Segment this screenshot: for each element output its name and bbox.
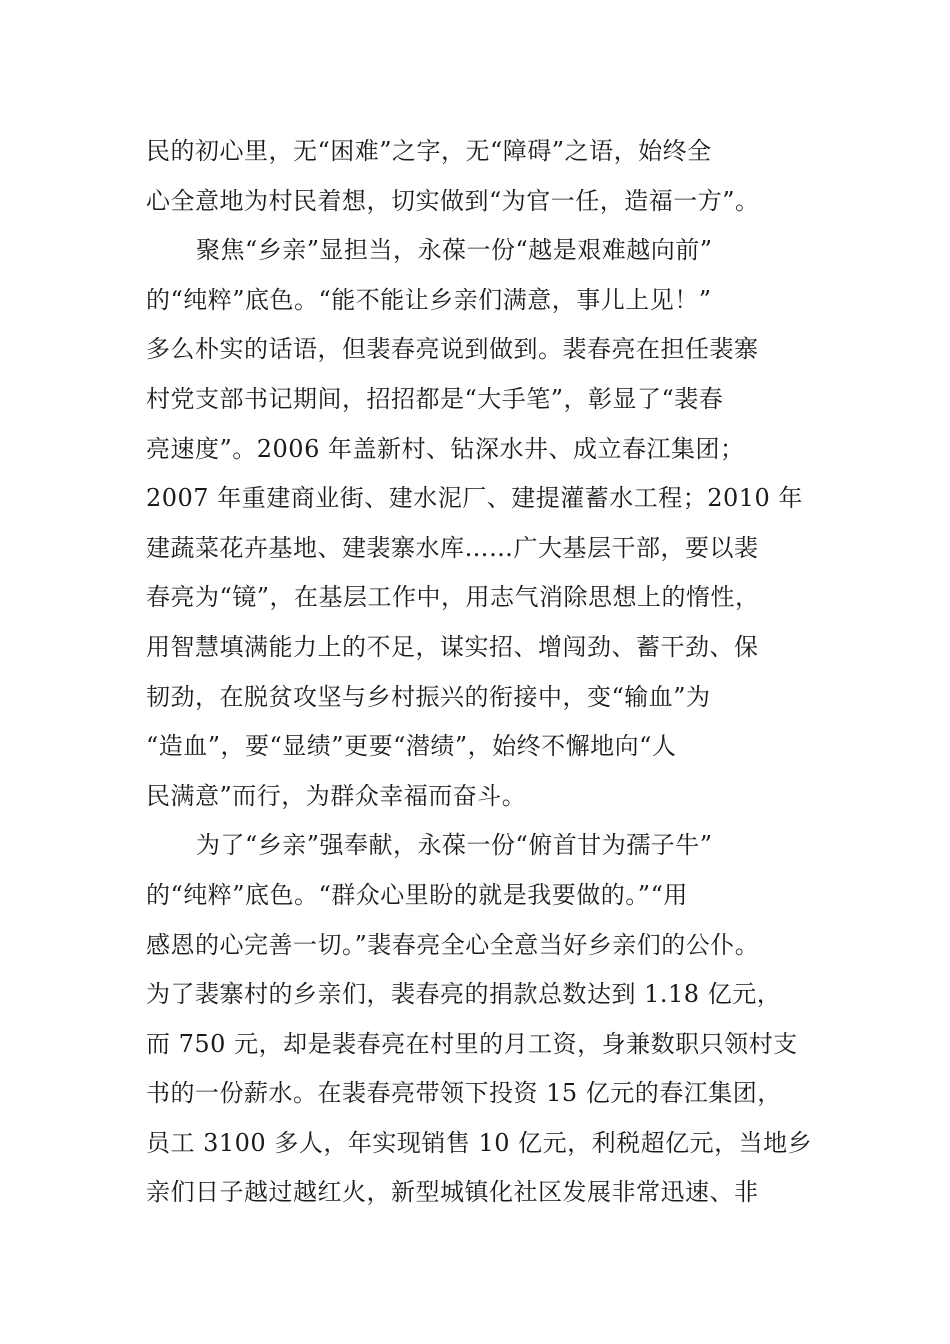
text-line: 的“纯粹”底色。“能不能让乡亲们满意，事儿上见！”	[146, 285, 712, 314]
text-line: 的“纯粹”底色。“群众心里盼的就是我要做的。”“用	[146, 880, 688, 909]
paragraph-start-line: 为了“乡亲”强奉献，永葆一份“俯首甘为孺子牛”	[196, 831, 713, 860]
text-line: 建蔬菜花卉基地、建裴寨水库……广大基层干部，要以裴	[146, 533, 759, 562]
paragraph-start-line: 聚焦“乡亲”显担当，永葆一份“越是艰难越向前”	[196, 236, 713, 265]
text-line: 而 750 元，却是裴春亮在村里的月工资，身兼数职只领村支	[146, 1029, 798, 1058]
body-text	[146, 127, 826, 1218]
text-line: 韧劲，在脱贫攻坚与乡村振兴的衔接中，变“输血”为	[146, 682, 711, 711]
text-line: 春亮为“镜”，在基层工作中，用志气消除思想上的惰性，	[146, 583, 760, 612]
text-line: 村党支部书记期间，招招都是“大手笔”，彰显了“裴春	[146, 384, 724, 413]
text-line: 员工 3100 多人，年实现销售 10 亿元，利税超亿元，当地乡	[146, 1128, 813, 1157]
text-line: 用智慧填满能力上的不足，谋实招、增闯劲、蓄干劲、保	[146, 632, 759, 661]
text-line: 亲们日子越过越红火，新型城镇化社区发展非常迅速、非	[146, 1178, 759, 1207]
text-line: 心全意地为村民着想，切实做到“为官一任，造福一方”。	[146, 186, 760, 215]
text-line: “造血”，要“显绩”更要“潜绩”，始终不懈地向“人	[146, 732, 677, 761]
text-line: 多么朴实的话语，但裴春亮说到做到。裴春亮在担任裴寨	[146, 335, 759, 364]
text-line: 为了裴寨村的乡亲们，裴春亮的捐款总数达到 1.18 亿元，	[146, 980, 782, 1009]
text-line: 书的一份薪水。在裴春亮带领下投资 15 亿元的春江集团，	[146, 1079, 782, 1108]
text-line: 2007 年重建商业街、建水泥厂、建提灌蓄水工程；2010 年	[146, 484, 803, 513]
text-line: 亮速度”。2006 年盖新村、钻深水井、成立春江集团；	[146, 434, 745, 463]
text-line: 民满意”而行，为群众幸福而奋斗。	[146, 781, 527, 810]
text-line: 感恩的心完善一切。”裴春亮全心全意当好乡亲们的公仆。	[146, 930, 760, 959]
text-line: 民的初心里，无“困难”之字，无“障碍”之语，始终全	[146, 137, 712, 165]
